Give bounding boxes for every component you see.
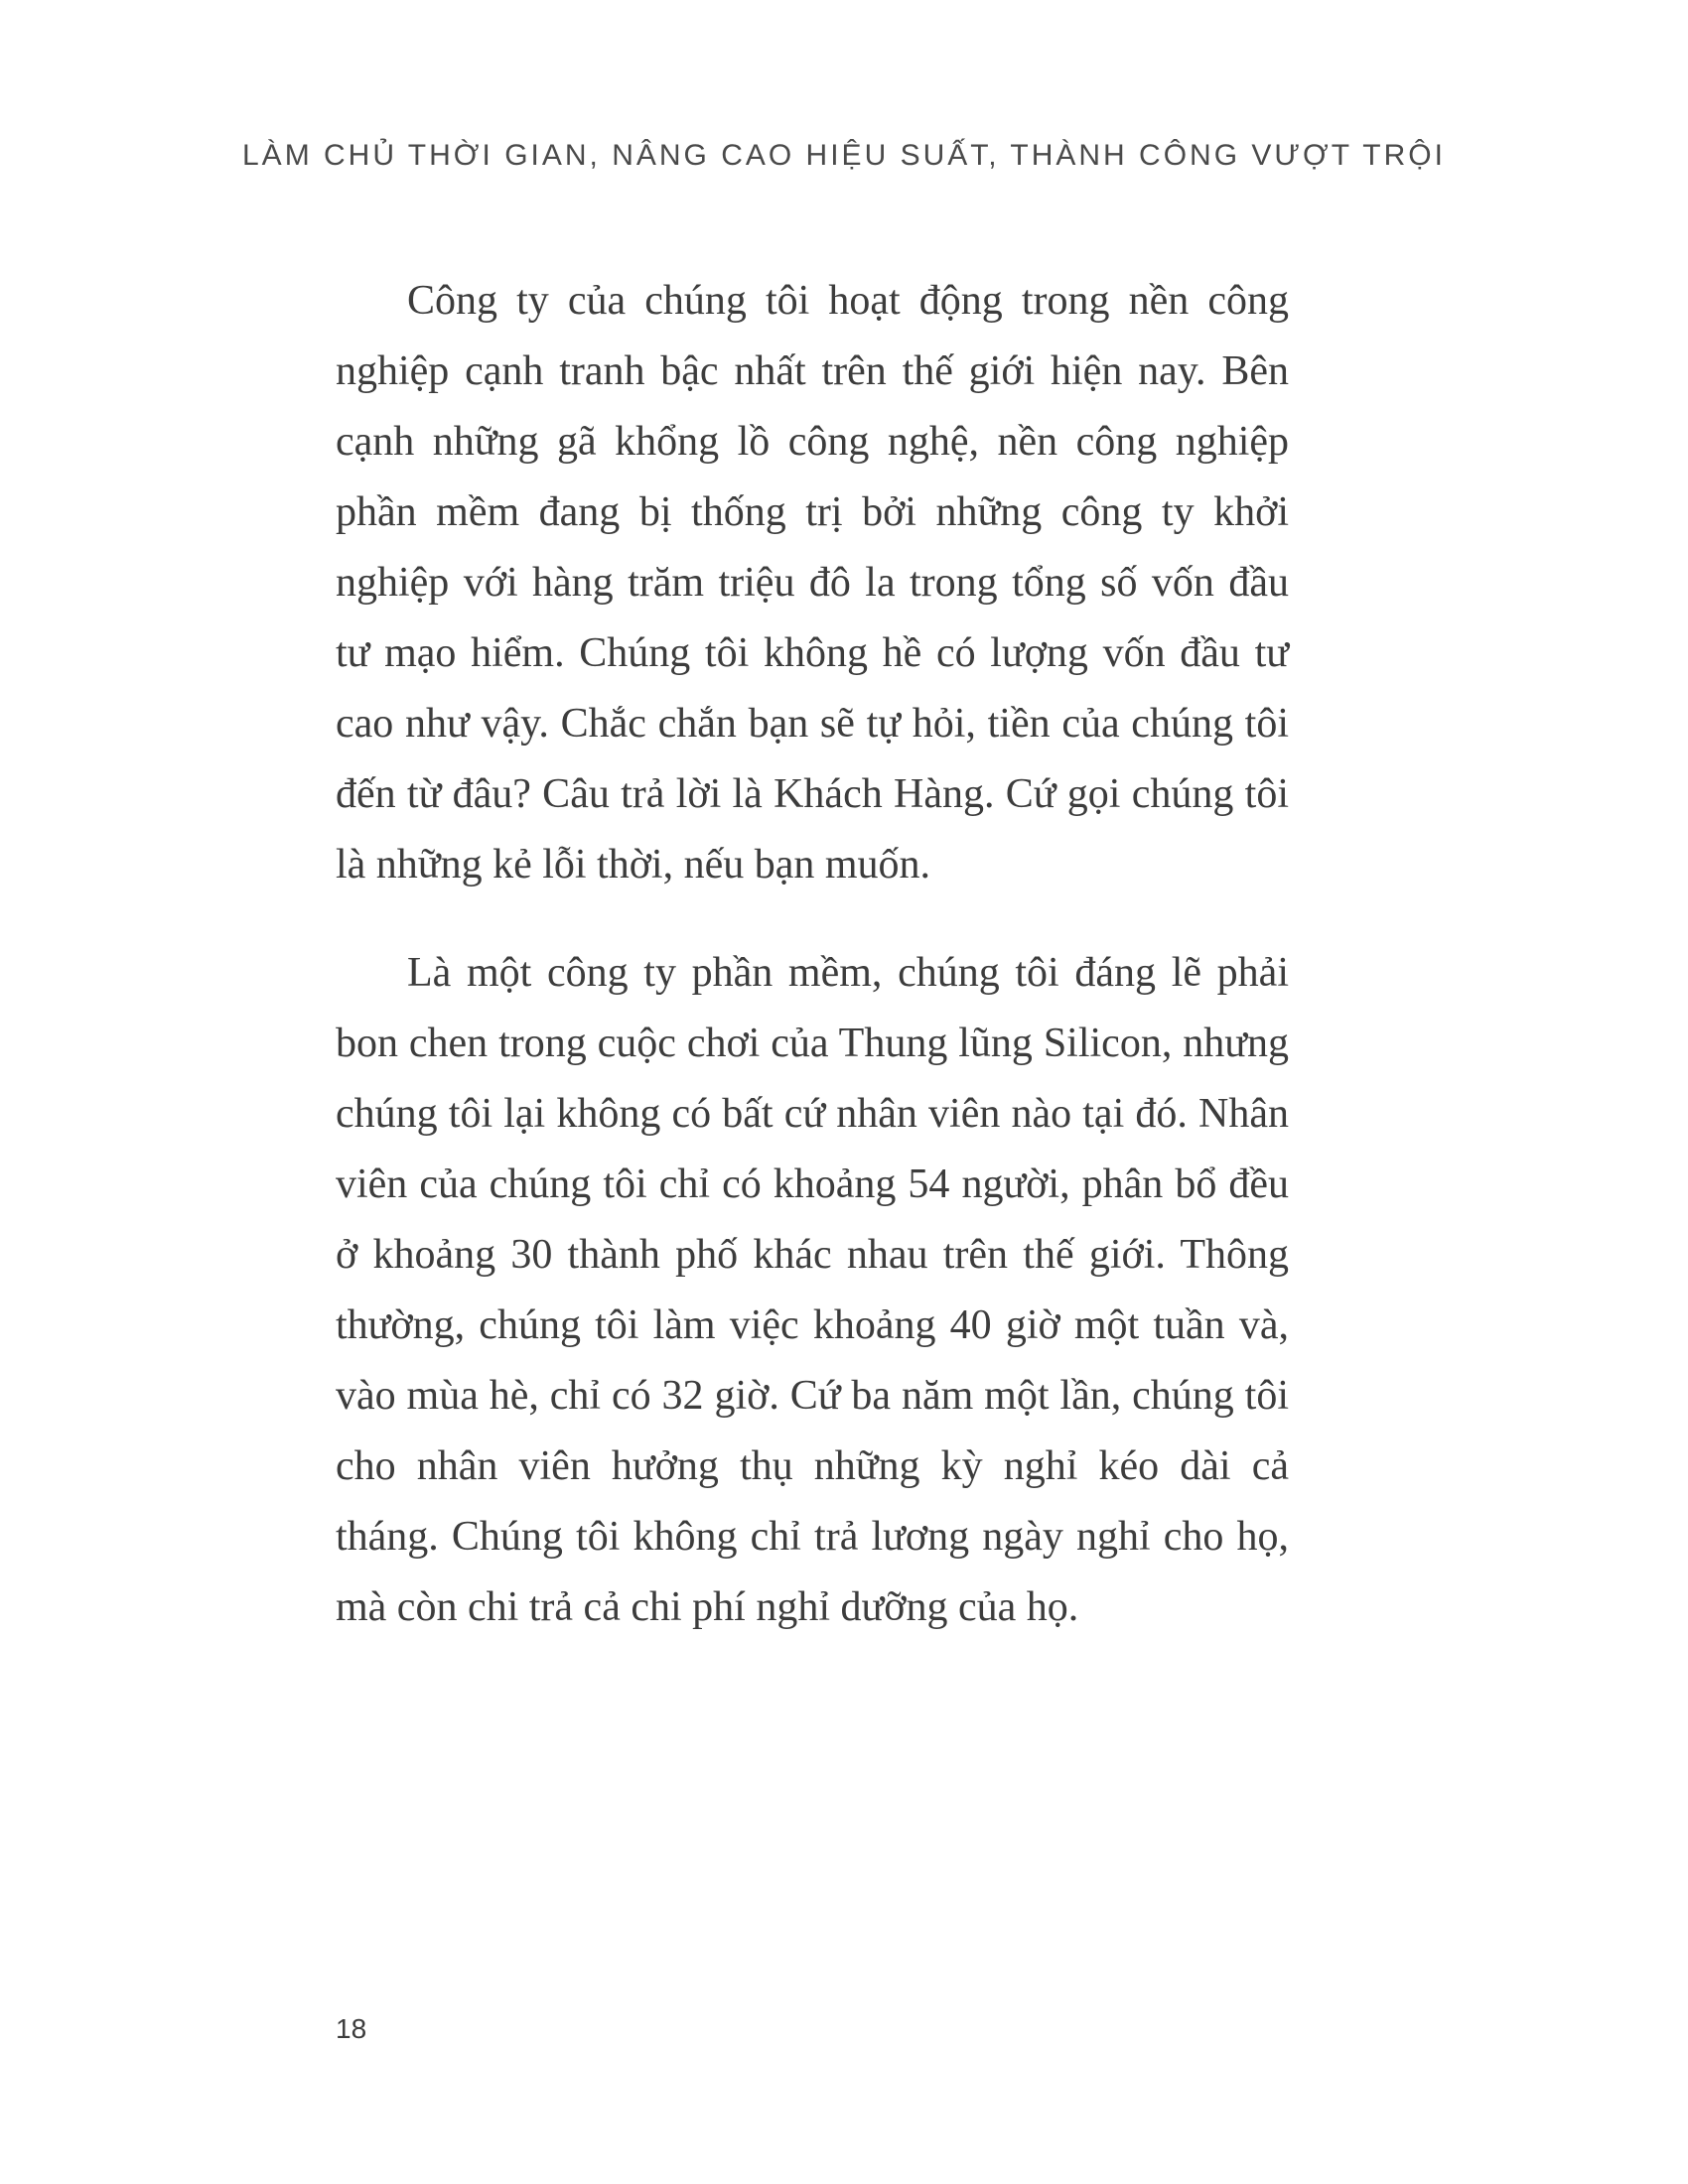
body-paragraph: Công ty của chúng tôi hoạt động trong nền công nghiệp cạnh tranh bậc nhất trên thế giới hiện nay. Bên cạnh những gã khổng lồ công nghệ, nền công nghiệp phần mềm đang bị thống trị bởi những công ty khởi nghiệp với hàng trăm triệu đô la trong tổng số vốn đầu tư mạo hiểm. Chúng tôi không hề có lượng vốn đầu tư cao như vậy. Chắc chắn bạn sẽ tự hỏi, tiền của chúng tôi đến từ đâu? Câu trả lời là Khách Hàng. Cứ gọi chúng tôi là những kẻ lỗi thời, nếu bạn muốn.	[336, 278, 1289, 887]
page-number: 18	[336, 2013, 367, 2044]
page-body	[336, 266, 1289, 1681]
running-header: LÀM CHỦ THỜI GIAN, NÂNG CAO HIỆU SUẤT, THÀNH CÔNG VƯỢT TRỘI	[242, 139, 1446, 172]
body-paragraph: Là một công ty phần mềm, chúng tôi đáng lẽ phải bon chen trong cuộc chơi của Thung lũng Silicon, nhưng chúng tôi lại không có bất cứ nhân viên nào tại đó. Nhân viên của chúng tôi chỉ có khoảng 54 người, phân bổ đều ở khoảng 30 thành phố khác nhau trên thế giới. Thông thường, chúng tôi làm việc khoảng 40 giờ một tuần và, vào mùa hè, chỉ có 32 giờ. Cứ ba năm một lần, chúng tôi cho nhân viên hưởng thụ những kỳ nghỉ kéo dài cả tháng. Chúng tôi không chỉ trả lương ngày nghỉ cho họ, mà còn chi trả cả chi phí nghỉ dưỡng của họ.	[336, 950, 1289, 1630]
